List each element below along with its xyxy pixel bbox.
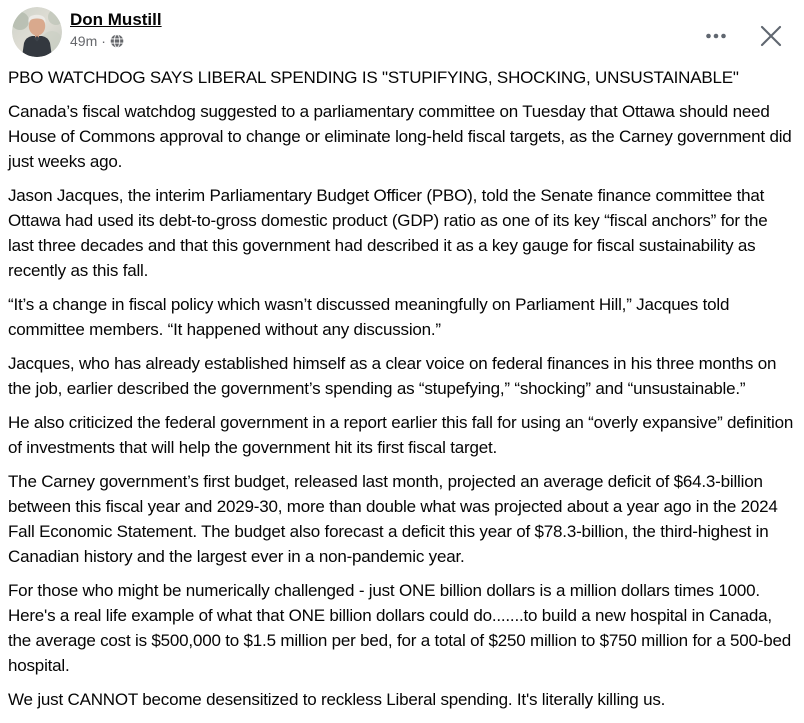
- ellipsis-icon: [704, 24, 728, 51]
- close-button[interactable]: [754, 19, 788, 56]
- post-body: [0, 60, 804, 712]
- separator-dot: ·: [101, 33, 106, 49]
- globe-icon: [110, 34, 124, 48]
- timestamp[interactable]: 49m: [70, 33, 98, 49]
- post-paragraph: We just CANNOT become desensitized to reckless Liberal spending. It's literally killing us.: [8, 690, 666, 709]
- post-header: [0, 0, 804, 60]
- post-title: PBO WATCHDOG SAYS LIBERAL SPENDING IS "STUPIFYING, SHOCKING, UNSUSTAINABLE": [8, 68, 739, 87]
- header-actions: [700, 7, 788, 56]
- post-paragraph: “It’s a change in fiscal policy which wasn’t discussed meaningfully on Parliament Hill,” Jacques told committee members. “It happened without any discussion.”: [8, 295, 730, 339]
- post-paragraph: The Carney government’s first budget, released last month, projected an average deficit of $64.3-billion between this fiscal year and 2029-30, more than double what was projected about a year ago in the 2024 Fall Economic Statement. The budget also forecast a deficit this year of $78.3-billion, the third-highest in Canadian history and the largest ever in a non-pandemic year.: [8, 472, 778, 566]
- post-subline: [70, 33, 162, 49]
- post-paragraph: Jason Jacques, the interim Parliamentary Budget Officer (PBO), told the Senate finance committee that Ottawa had used its debt-to-gross domestic product (GDP) ratio as one of its key “fiscal anchors” for the last three decades and that this government had described it as a key gauge for fiscal sustainability as recently as this fall.: [8, 186, 768, 280]
- avatar[interactable]: [12, 7, 62, 57]
- header-meta: [70, 7, 162, 49]
- more-options-button[interactable]: [700, 20, 732, 55]
- post-paragraph: Jacques, who has already established himself as a clear voice on federal finances in his three months on the job, earlier described the government’s spending as “stupefying,” “shocking” and “unsustainable.”: [8, 354, 777, 398]
- post-paragraph: He also criticized the federal government in a report earlier this fall for using an “overly expansive” definition of investments that will help the government hit its first fiscal target.: [8, 413, 794, 457]
- post-paragraph: Canada’s fiscal watchdog suggested to a parliamentary committee on Tuesday that Ottawa should need House of Commons approval to change or eliminate long-held fiscal targets, as the Carney government did just weeks ago.: [8, 102, 792, 171]
- close-icon: [758, 23, 784, 52]
- post-paragraph: For those who might be numerically challenged - just ONE billion dollars is a million dollars times 1000. Here's a real life example of what that ONE billion dollars could do.......to build a new hospital in Canada, the average cost is $500,000 to $1.5 million per bed, for a total of $250 million to $750 million for a 500-bed hospital.: [8, 581, 791, 675]
- author-link[interactable]: Don Mustill: [70, 10, 162, 29]
